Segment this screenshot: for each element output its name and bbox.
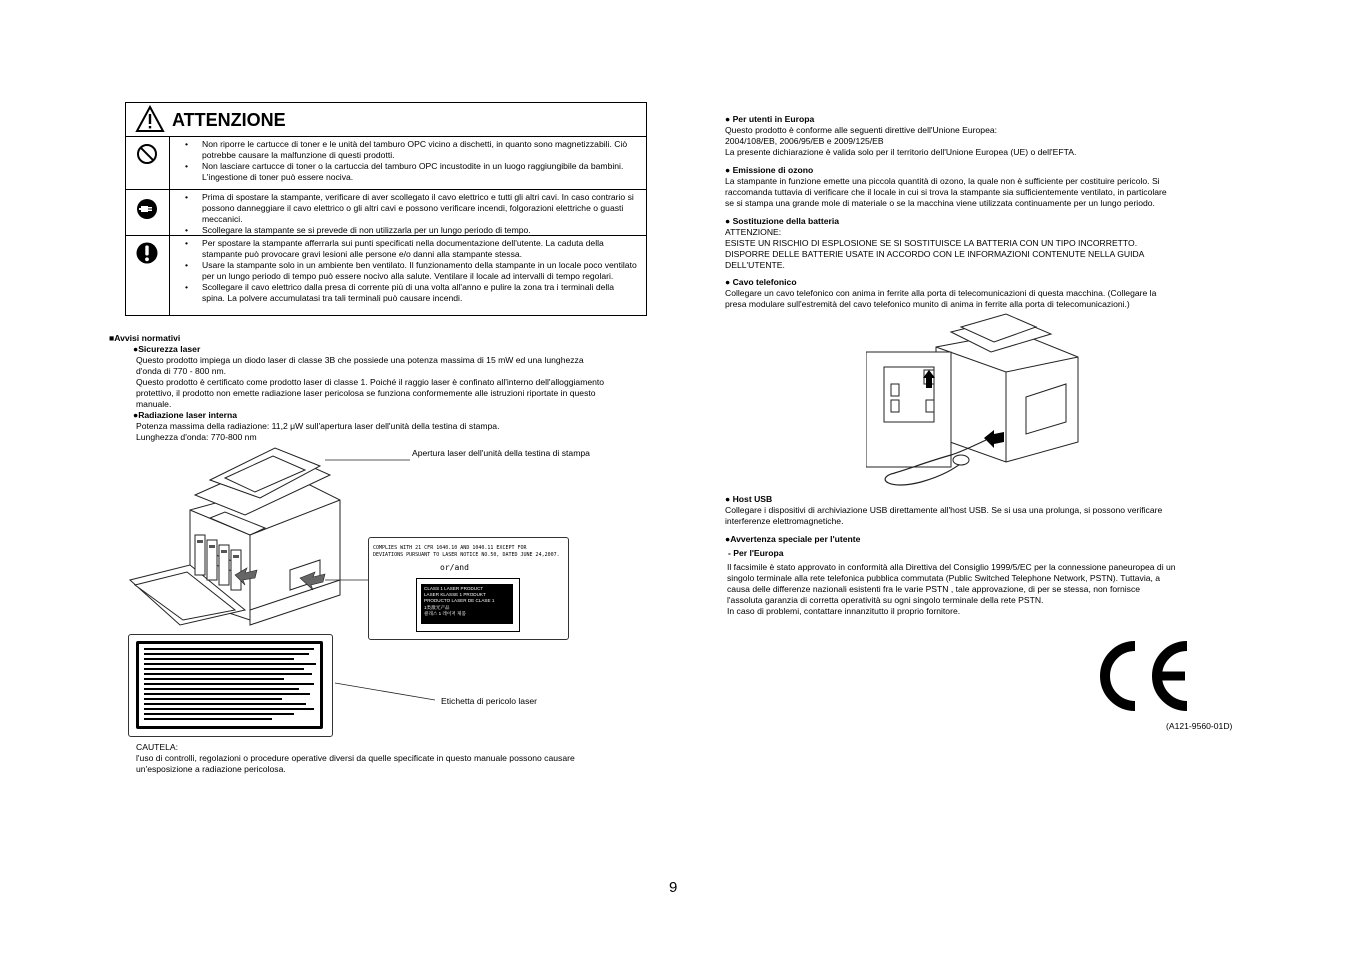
class1-line: 1类激光产品 [424,604,450,610]
warning-triangle-icon [135,105,165,133]
document-code: (A121-9560-01D) [1166,721,1233,731]
text-line: Questo prodotto è conforme alle seguenti direttive dell'Unione Europea: [725,125,998,135]
ozone-title: ● Emissione di ozono [725,165,814,175]
compliance-label-figure [368,537,569,640]
text-line: ESISTE UN RISCHIO DI ESPLOSIONE SE SI SOSTITUISCE LA BATTERIA CON UN TIPO INCORRETTO. [725,238,1138,248]
internal-radiation-title: ●Radiazione laser interna [133,410,238,420]
class1-line: 클래스 1 레이저 제품 [424,610,466,616]
text-line: protettivo, il prodotto non emette radiazione laser pericolosa se funziona conformemente alle istruzioni riportate in questo [136,388,596,398]
warning-title: ATTENZIONE [172,110,286,130]
compliance-line: DEVIATIONS PURSUANT TO LASER NOTICE NO.50, DATED JUNE 24,2007. [373,552,560,558]
phone-cable-illustration [866,312,1086,492]
warning-row-exclamation [126,236,646,315]
laser-danger-label-figure [128,634,333,737]
eu-block [725,114,1235,158]
text-line: ATTENZIONE: [725,227,782,237]
text-line: raccomanda tuttavia di verificare che il locale in cui si trova la stampante sia sufficientemente ventilato, in particolare [725,187,1167,197]
battery-title: ● Sostituzione della batteria [725,216,840,226]
text-line: singolo terminale alla rete telefonica pubblica commutata (Public Switched Telephone Network, PSTN). Tuttavia, a [727,573,1161,583]
text-line: Il facsimile è stato approvato in conformità alla Direttiva del Consiglio 1999/5/EC per la connessione paneuropea di un [727,562,1176,572]
warning-bullet: • Prima di spostare la stampante, verificare di aver scollegato il cavo elettrico e tutti gli altri cavi. In caso contrario si possono danneggiare il cavo elettrico o gli altri cavi e possono verificare incendi, folgorazioni elettriche o guasti meccanici. [182,192,637,225]
laser-safety-title: ●Sicurezza laser [133,344,201,354]
page-number: 9 [669,879,678,896]
warning-bullet: • Non riporre le cartucce di toner e le unità del tamburo OPC vicino a dischetti, in quanto sono magnetizzabili. Ciò potrebbe causare la malfunzione di questi prodotti. [182,139,637,161]
warning-row-prohibition [126,137,646,190]
class1-line: LASER KLASSE 1 PRODUKT [424,592,486,598]
warning-bullet: • Non lasciare cartucce di toner o la cartuccia del tamburo OPC incustodite in un luogo raggiungibile da bambini. L'ingestione di toner può essere nociva. [182,161,637,183]
special-notice-block [725,534,1245,617]
battery-block [725,216,1235,271]
warning-header [126,103,646,137]
compliance-line: COMPLIES WITH 21 CFR 1040.10 AND 1040.11 EXCEPT FOR [373,545,527,551]
text-line: DISPORRE DELLE BATTERIE USATE IN ACCORDO CON LE INFORMAZIONI CONTENUTE NELLA GUIDA [725,249,1145,259]
text-line: d'onda di 770 - 800 nm. [136,366,227,376]
ce-mark-logo [1093,640,1193,712]
text-line: La stampante in funzione emette una piccola quantità di ozono, la quale non è sufficiente per costituire pericolo. Si [725,176,1160,186]
section-title: ■Avvisi normativi [109,333,181,343]
text-line: La presente dichiarazione è valida solo per il territorio dell'Unione Europea (UE) o dell'EFTA. [725,147,1077,157]
prohibition-icon [136,143,158,165]
text-line: l'assoluta garanzia di corretta operatività su ogni singolo terminale della rete PSTN. [727,595,1044,605]
caution-line: l'uso di controlli, regolazioni o procedure operative diversi da quelle specificate in questo manuale possono causare [136,753,575,763]
exclamation-icon [136,241,158,265]
phone-cable-block [725,277,1235,310]
warning-list [182,139,637,183]
phone-title: ● Cavo telefonico [725,277,797,287]
text-line: Collegare i dispositivi di archiviazione USB direttamente all'host USB. Se si usa una prolunga, si possono verificare [725,505,1163,515]
text-line: manuale. [136,399,172,409]
caution-line: CAUTELA: [136,742,179,752]
special-title: ●Avvertenza speciale per l'utente [725,534,861,544]
ozone-block [725,165,1235,209]
caution-block [136,742,656,775]
warning-bullet: • Usare la stampante solo in un ambiente ben ventilato. Il funzionamento della stampante in un locale poco ventilato per un lungo periodo di tempo può essere nocivo alla salute. Ventilare il locale ad intervalli di tempo regolari. [182,260,637,282]
caution-line: un'esposizione a radiazione pericolosa. [136,764,286,774]
text-line: Potenza massima della radiazione: 11,2 μW sull'apertura laser dell'unità della testina di stampa. [136,421,500,431]
europe-subtitle: - Per l'Europa [728,548,784,558]
class1-line: CLASS 1 LASER PRODUCT [424,586,484,591]
warning-bullet: • Scollegare il cavo elettrico dalla presa di corrente più di una volta all'anno e pulire la zona tra i terminali della spina. La polvere accumulatasi tra tali terminali può causare incendi. [182,282,637,304]
warning-list [182,192,637,236]
text-line: Lunghezza d'onda: 770-800 nm [136,432,257,442]
text-line: causa delle differenze nazionali esistenti fra le varie PSTN , tale approvazione, di per se stessa, non fornisce [727,584,1141,594]
warning-list [182,238,637,304]
eu-title: ● Per utenti in Europa [725,114,815,124]
warning-bullet: • Scollegare la stampante se si prevede di non utilizzarla per un lungo periodo di tempo. [182,225,637,236]
text-line: interferenze elettromagnetiche. [725,516,844,526]
regulatory-section [109,333,180,344]
text-line: In caso di problemi, contattare innanzitutto il proprio fornitore. [727,606,961,616]
warning-row-unplug [126,190,646,236]
unplug-icon [136,198,158,220]
warning-box [125,102,647,316]
text-line: Questo prodotto è certificato come prodotto laser di classe 1. Poiché il raggio laser è confinato all'interno dell'alloggiamento [136,377,605,387]
class1-label [416,578,520,632]
text-line: 2004/108/EB, 2006/95/EB e 2009/125/EB [725,136,884,146]
text-line: Questo prodotto impiega un diodo laser di classe 3B che possiede una potenza massima di 15 mW ed una lunghezza [136,355,584,365]
or-and-text: or/and [440,563,469,572]
warning-bullet: • Per spostare la stampante afferrarla sui punti specificati nella documentazione dell'utente. La caduta della stampante può provocare gravi lesioni alle persone e/o danni alla stampante stessa. [182,238,637,260]
text-line: DELL'UTENTE. [725,260,785,270]
callout-danger-label: Etichetta di pericolo laser [441,696,538,706]
class1-line: PRODUCTO LASER DE CLASE 1 [424,598,495,604]
usb-block [725,494,1235,527]
danger-label-graphic [136,641,323,729]
text-line: Collegare un cavo telefonico con anima in ferrite alla porta di telecomunicazioni di questa macchina. (Collegare la [725,288,1157,298]
text-line: se si stampa una grande mole di materiale o se la macchina viene utilizzata continuamente per un lungo periodo. [725,198,1155,208]
text-line: presa modulare sull'estremità del cavo telefonico munito di anima in ferrite alla porta di telecomunicazioni.) [725,299,1130,309]
usb-title: ● Host USB [725,494,773,504]
callout-aperture: Apertura laser dell'unità della testina di stampa [412,448,590,458]
laser-safety-block [133,344,673,443]
